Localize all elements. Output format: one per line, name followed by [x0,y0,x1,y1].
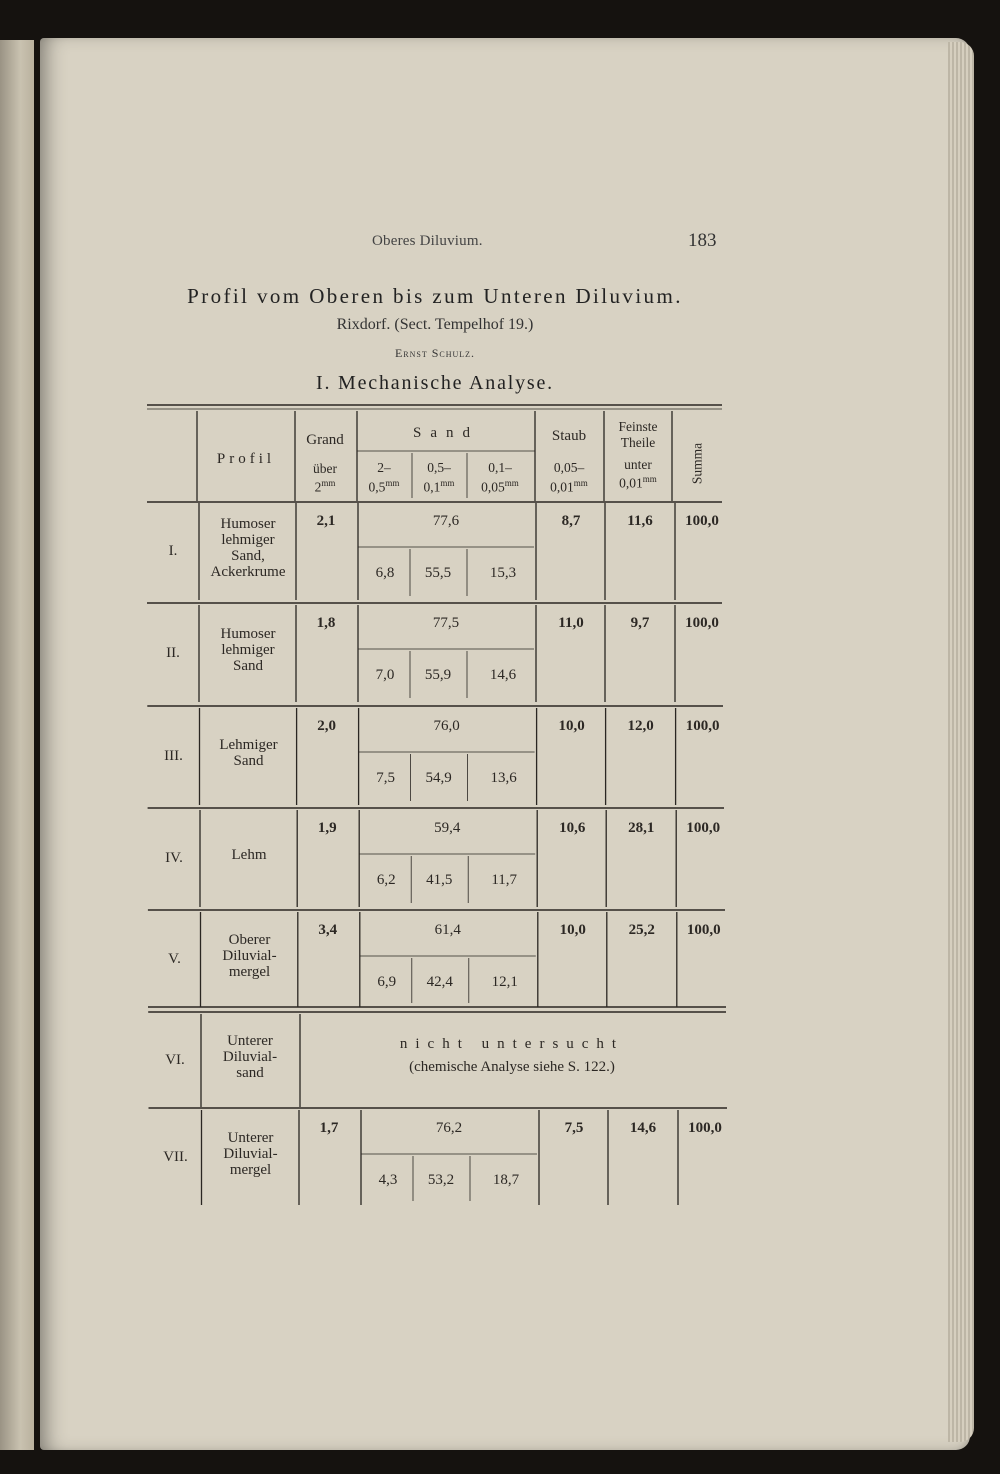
sand-total-value: 61,4 [434,922,461,938]
sand-sub-unit [411,476,467,495]
staub-unit-unit: mm [573,478,588,488]
staub-value: 11,0 [558,615,584,631]
feinste-value: 28,1 [628,820,655,836]
summa-value: 100,0 [685,615,719,631]
sand-total-value: 76,2 [435,1120,463,1136]
sand-sub-unit-unit: mm [504,478,519,488]
staub-header: Staub [551,428,587,444]
feinste-unit-value: 0,01 [619,475,643,491]
sand-total-value: 76,0 [433,718,460,734]
sand-fraction-value: 55,9 [424,667,452,683]
row-number: III. [164,747,183,764]
profile-line: Humoser [220,625,276,642]
staub-range: 0,05– [553,460,585,475]
grand-value: 2,1 [316,513,336,529]
profile-line: Sand [233,752,264,769]
sand-sub-unit-value: 0,1 [423,479,441,495]
row-number: II. [166,644,180,661]
sand-fraction-value: 4,3 [378,1172,398,1188]
feinste-header: Feinste [618,419,658,434]
sand-sub-unit-value: 0,5 [368,479,386,495]
author: Ernst Schulz. [394,346,476,360]
grand-value: 1,8 [316,615,336,631]
feinste-unit [605,472,671,491]
profile-line: lehmiger [221,531,275,548]
sand-fraction-value: 42,4 [426,974,453,990]
sand-fraction-value: 7,0 [375,667,395,683]
running-head: Oberes Diluvium. [372,233,483,249]
staub-unit [536,476,602,495]
profile-line: Ackerkrume [210,563,286,580]
profile-line: Diluvial- [222,1048,278,1065]
sand-sub-unit-value: 0,05 [481,479,505,495]
sand-fraction-value: 18,7 [492,1172,520,1188]
grand-range: über [313,461,337,476]
grand-value: 1,7 [319,1120,339,1136]
profile-line: mergel [229,1161,272,1178]
sand-header: Sand [413,425,479,441]
row-number: VI. [165,1051,185,1068]
profile-line: lehmiger [221,641,275,658]
staub-value: 10,0 [558,718,585,734]
feinste-range: unter [624,457,652,472]
profile-line: mergel [228,963,271,980]
summa-value: 100,0 [688,1120,722,1136]
grand-header: Grand [306,432,344,448]
sand-fraction-value: 54,9 [425,770,452,786]
grand-unit-value: 2 [314,479,322,495]
main-title: Profil vom Oberen bis zum Unteren Diluvium. [187,284,683,308]
profile-line: Lehm [231,846,267,863]
sand-total-value: 77,5 [432,615,460,631]
grand-unit [294,476,356,495]
feinste-value: 14,6 [629,1120,657,1136]
sand-fraction-value: 13,6 [490,770,517,786]
subtitle: Rixdorf. (Sect. Tempelhof 19.) [336,316,534,333]
page-number: 183 [688,230,717,251]
sand-sub-range: 0,5– [427,460,451,475]
grand-value: 3,4 [318,922,338,938]
feinste-unit-unit: mm [642,474,657,484]
profile-line: Lehmiger [219,736,278,753]
sand-sub-unit [356,476,412,495]
profile-line: Unterer [227,1032,273,1049]
summa-value: 100,0 [685,718,720,734]
sand-fraction-value: 15,3 [489,565,517,581]
profile-line: Oberer [228,931,271,948]
sand-sub-unit-unit: mm [440,478,455,488]
staub-value: 8,7 [561,513,581,529]
not-analyzed-note: nicht untersucht [399,1036,625,1052]
feinste-value: 9,7 [630,615,650,631]
staub-value: 7,5 [564,1120,584,1136]
profile-line: Unterer [227,1129,274,1146]
sand-fraction-value: 41,5 [426,872,453,888]
sand-sub-range: 2– [377,460,391,475]
sand-fraction-value: 6,9 [377,974,397,990]
profile-line: sand [236,1064,264,1081]
row-number: V. [168,950,181,967]
sand-fraction-value: 7,5 [376,770,395,786]
profile-line: Diluvial- [223,1145,278,1162]
section-title: I. Mechanische Analyse. [315,372,554,394]
summa-value: 100,0 [686,820,721,836]
feinste-value: 25,2 [628,922,655,938]
profile-line: Sand [233,657,263,674]
summa-value: 100,0 [685,513,719,529]
not-analyzed-reference: (chemische Analyse siehe S. 122.) [409,1059,615,1075]
row-number: VII. [163,1148,188,1165]
row-number: IV. [165,849,183,866]
sand-fraction-value: 55,5 [424,565,452,581]
sand-sub-unit [472,476,528,495]
sand-fraction-value: 53,2 [427,1172,455,1188]
sand-fraction-value: 6,2 [376,872,396,888]
summa-value: 100,0 [686,922,721,938]
sand-total-value: 77,6 [432,513,460,529]
profil-header: Profil [216,451,276,467]
sand-fraction-value: 14,6 [489,667,517,683]
sand-fraction-value: 12,1 [491,974,518,990]
summa-header: Summa [689,442,705,485]
profile-line: Sand, [231,547,265,564]
staub-unit-value: 0,01 [550,479,574,495]
sand-fraction-value: 6,8 [375,565,395,581]
feinste-value: 12,0 [627,718,654,734]
staub-value: 10,6 [559,820,586,836]
sand-fraction-value: 11,7 [491,872,518,888]
sand-sub-range: 0,1– [488,460,512,475]
staub-value: 10,0 [559,922,586,938]
grand-value: 2,0 [317,718,336,734]
row-number: I. [168,542,178,559]
sand-sub-unit-unit: mm [385,478,400,488]
profile-line: Diluvial- [222,947,277,964]
grand-value: 1,9 [317,820,337,836]
grand-unit-unit: mm [321,478,336,488]
profile-line: Humoser [220,515,276,532]
sand-total-value: 59,4 [434,820,461,836]
feinste-value: 11,6 [627,513,653,529]
feinste-header-2: Theile [620,435,656,450]
